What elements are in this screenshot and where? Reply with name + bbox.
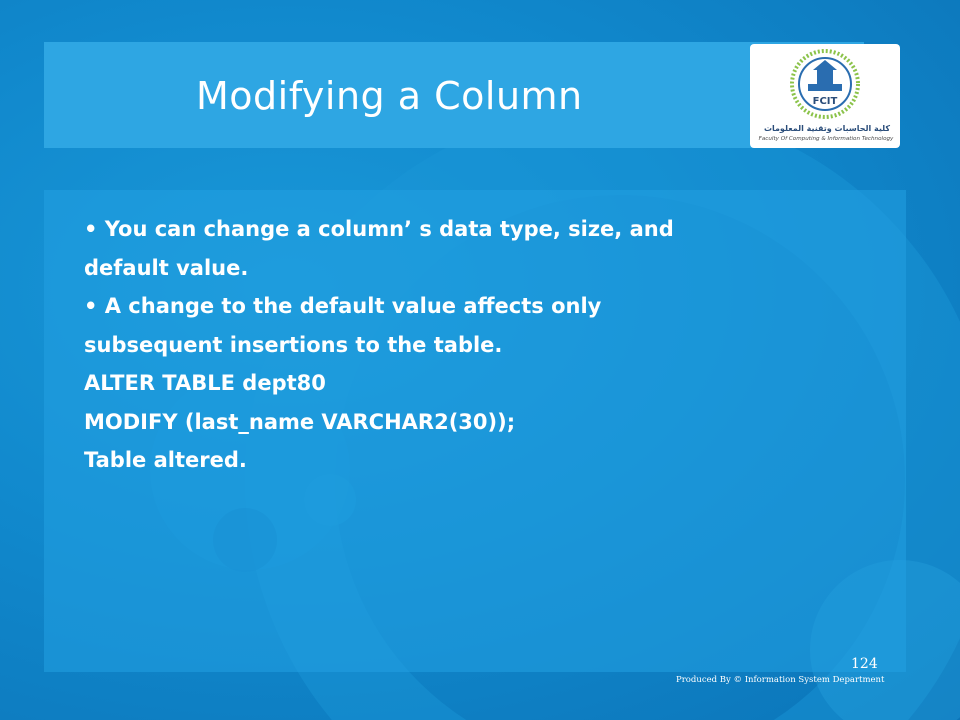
slide-title: Modifying a Column [196, 74, 583, 118]
sql-statement-line: MODIFY (last_name VARCHAR2(30)); [84, 409, 516, 434]
body-line: • A change to the default value affects only [84, 294, 602, 318]
body-line: subsequent insertions to the table. [84, 332, 503, 357]
body-line: • You can change a column’ s data type, size, and [84, 217, 674, 241]
footer-credit: Produced By © Information System Department [676, 675, 885, 685]
logo-english-name: Faculty Of Computing & Information Technology [758, 136, 894, 142]
sql-statement-line: ALTER TABLE dept80 [84, 371, 326, 395]
page-number: 124 [851, 656, 878, 672]
svg-text:FCIT: FCIT [812, 96, 838, 107]
body-line: default value. [84, 255, 249, 280]
fcit-logo [750, 44, 900, 148]
slide-body [84, 210, 864, 480]
fcit-emblem-icon [750, 44, 900, 124]
sql-result-line: Table altered. [84, 448, 247, 472]
logo-arabic-name: كلية الحاسبات وتقنية المعلومات [763, 124, 891, 133]
